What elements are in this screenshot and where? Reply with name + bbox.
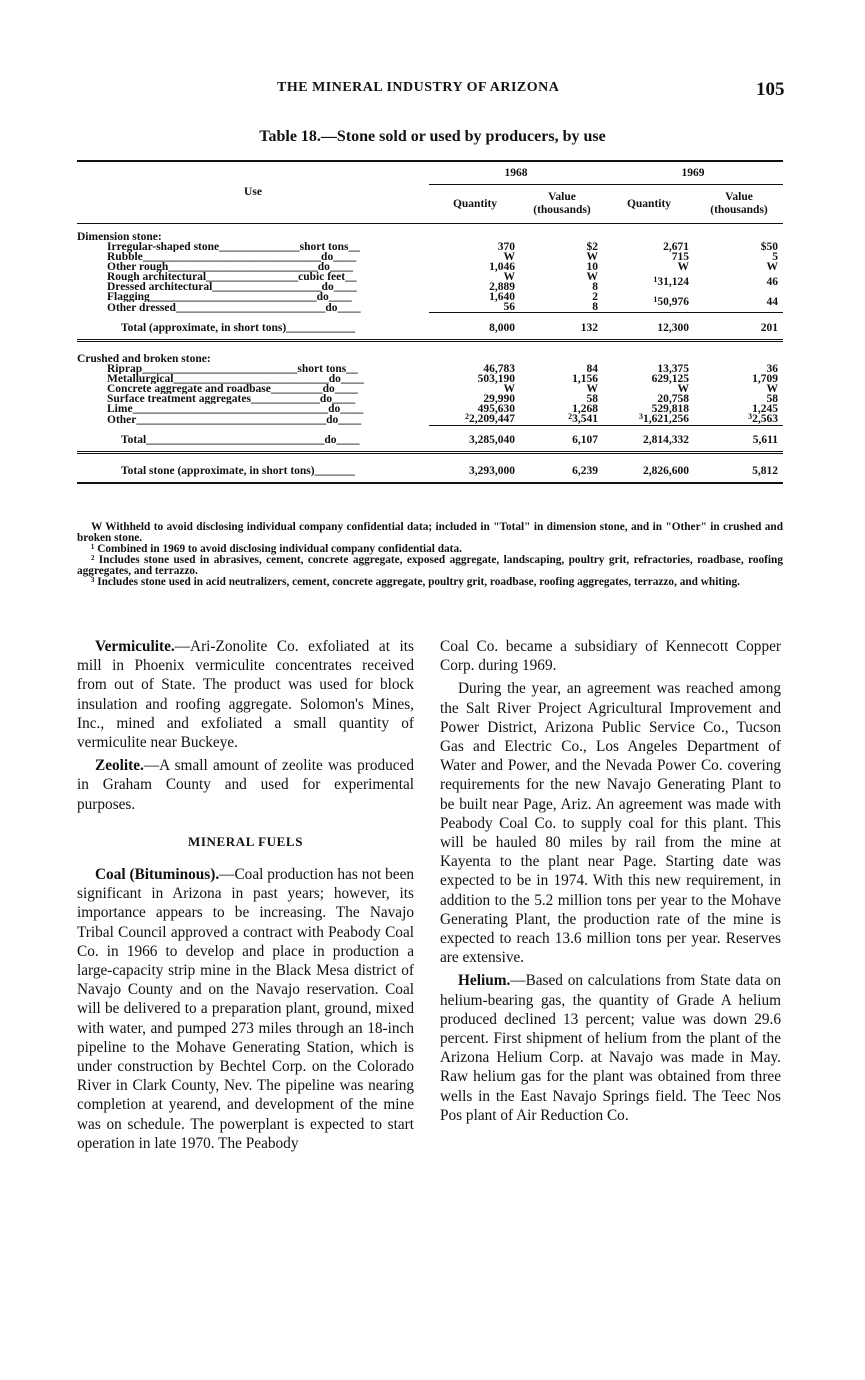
cell-qty-1969: W xyxy=(677,382,689,395)
row-unit: do xyxy=(317,262,330,272)
zeolite-text: —A small amount of zeolite was produced in Graham County and used for experimental purposes. xyxy=(77,757,414,813)
vermiculite-title: Vermiculite. xyxy=(95,638,175,655)
footnote-ref: 3 xyxy=(639,411,643,421)
cell-qty-1968: 46,783 xyxy=(483,362,515,375)
cell-qty-1968: W xyxy=(503,271,515,283)
row-label: Total xyxy=(121,434,147,446)
footnote-ref: 3 xyxy=(748,411,753,421)
cell-qty-1968: 503,190 xyxy=(477,372,515,385)
cell-value-1969: 201 xyxy=(695,313,783,341)
header-quantity: Quantity xyxy=(626,197,672,210)
row-label: Rough architectural xyxy=(107,272,207,282)
table-row: Surface treatment aggregates____________do____ 29,990 58 20,758 58 xyxy=(77,394,783,404)
cell-qty-1969: 1,621,256 xyxy=(643,412,689,425)
cell-value-1968: 3,541 xyxy=(572,412,598,425)
header-value: Value (thousands) xyxy=(533,191,591,216)
cell-value-1969: 1,245 xyxy=(752,402,778,415)
cell-qty-1968: 1,640 xyxy=(489,291,515,303)
row-unit: do xyxy=(326,414,339,425)
vermiculite-paragraph xyxy=(77,637,414,752)
helium-paragraph xyxy=(440,971,781,1125)
row-unit: do xyxy=(319,393,333,404)
header-year-1969: 1969 xyxy=(603,161,783,185)
cell-value-1968: 6,107 xyxy=(521,425,603,453)
section-heading: Crushed and broken stone: xyxy=(77,352,211,364)
row-label: Other dressed xyxy=(107,302,176,313)
footnote-ref: 1 xyxy=(653,294,658,304)
cell-qty-1968: 29,990 xyxy=(483,392,515,405)
footnote-ref: 1 xyxy=(653,274,658,284)
cell-qty-1969: 2,671 xyxy=(663,241,689,253)
table-row: Riprap___________________________short tons__ 46,783 84 13,375 36 xyxy=(77,364,783,374)
header-quantity: Quantity xyxy=(452,197,498,210)
table-row: Lime__________________________________do____ 495,630 1,268 529,818 1,245 xyxy=(77,404,783,414)
cell-value-1969: 58 xyxy=(766,392,778,405)
table-row: Irregular-shaped stone______________short tons__ 370 $2 2,671 $50 xyxy=(77,242,783,252)
cell-qty-1968: 2,209,447 xyxy=(469,412,515,425)
cell-value-1968: W xyxy=(586,271,598,283)
footnote-1: ¹ Combined in 1969 to avoid disclosing individual company confidential data. xyxy=(91,543,462,555)
cell-qty-1968: 3,285,040 xyxy=(429,425,521,453)
coal-continued: Coal Co. became a subsidiary of Kennecott Copper Corp. during 1969. xyxy=(440,638,781,675)
page-number: 105 xyxy=(756,79,785,100)
table-row: Rubble_______________________________do____ W W 715 5 xyxy=(77,252,783,262)
cell-qty-1969: 20,758 xyxy=(657,392,689,405)
cell-qty-1969: 31,124 xyxy=(657,275,689,288)
row-unit: do xyxy=(316,292,329,302)
vermiculite-text: —Ari-Zonolite Co. exfoliated at its mill in Phoenix vermiculite concentrates received from out of State. The product was used for block insulation and roofing aggregate. Solomon's Mines, Inc., mined and exfoliated a small quantity of vermiculite near Buckeye. xyxy=(77,638,414,752)
cell-value-1968: 84 xyxy=(586,362,598,375)
row-unit: do xyxy=(325,302,338,313)
cell-value-1968: $2 xyxy=(586,241,598,253)
cell-value-1968: 1,156 xyxy=(572,372,598,385)
cell-qty-1969: 629,125 xyxy=(651,372,689,385)
cell-qty-1968: 2,889 xyxy=(489,281,515,293)
right-column xyxy=(440,637,781,1129)
cell-value-1969: 44 xyxy=(766,296,778,308)
row-unit: short tons xyxy=(299,242,349,252)
cell-qty-1969: 12,300 xyxy=(603,313,695,341)
footnote-2: ² Includes stone used in abrasives, cement, concrete aggregate, exposed aggregate, landscaping, poultry grit, refractories, roadbase, roofing aggregates, and terrazzo. xyxy=(77,554,783,577)
cell-value-1968: W xyxy=(586,382,598,395)
row-label: Surface treatment aggregates xyxy=(107,393,251,404)
stone-table xyxy=(77,160,783,484)
table-row: Other rough__________________________do____ 1,046 10 W W xyxy=(77,262,783,272)
row-unit: do xyxy=(324,434,337,446)
table-footnotes xyxy=(77,522,783,588)
cell-qty-1968: 370 xyxy=(497,241,515,253)
row-unit: do xyxy=(321,252,334,262)
cell-value-1968: 6,239 xyxy=(572,465,598,477)
table-title: Table 18.—Stone sold or used by producers, by use xyxy=(259,128,606,145)
table-row: Flagging_____________________________do____ 1,640 2 $^1$50,976 44 xyxy=(77,292,783,302)
header-year-1968: 1968 xyxy=(429,161,603,185)
cell-value-1969: W xyxy=(766,382,778,395)
cell-value-1968: 10 xyxy=(586,261,598,273)
cell-value-1969: 5,611 xyxy=(695,425,783,453)
header-use: Use xyxy=(244,186,262,198)
cell-qty-1968: W xyxy=(503,251,515,263)
cell-value-1969: 36 xyxy=(766,362,778,375)
footnote-ref: 2 xyxy=(568,411,573,421)
row-label: Riprap xyxy=(107,363,143,374)
row-label: Other rough xyxy=(107,262,169,272)
cell-value-1968: 132 xyxy=(521,313,603,341)
row-unit: cubic feet xyxy=(298,272,346,282)
helium-title: Helium. xyxy=(458,972,511,990)
cell-qty-1969: 715 xyxy=(671,251,689,263)
cell-qty-1968: 3,293,000 xyxy=(469,465,515,477)
cell-value-1969: 1,709 xyxy=(752,372,778,385)
row-label: Total stone (approximate, in short tons) xyxy=(121,465,315,477)
zeolite-paragraph xyxy=(77,756,414,814)
cell-value-1969: W xyxy=(766,261,778,273)
cell-value-1969: 5 xyxy=(772,251,778,263)
cell-value-1968: 2 xyxy=(592,291,598,303)
row-label: Irregular-shaped stone xyxy=(107,242,220,252)
cell-qty-1969: 2,826,600 xyxy=(643,465,689,477)
cell-qty-1969: 529,818 xyxy=(651,402,689,415)
section-heading-mineral-fuels: MINERAL FUELS xyxy=(187,833,304,849)
table-row: Other dressed__________________________do____ 56 8 xyxy=(77,302,783,313)
cell-value-1968: 8 xyxy=(592,281,598,293)
cell-value-1969: $50 xyxy=(760,241,778,253)
table-row-total: Total (approximate, in short tons)____________ 8,000 132 12,300 201 xyxy=(77,313,783,341)
cell-value-1968: 58 xyxy=(586,392,598,405)
row-label: Metallurgical xyxy=(107,373,174,384)
row-label: Flagging xyxy=(107,292,150,302)
table-row: Rough architectural________________cubic feet__ W W $^1$31,124 46 xyxy=(77,272,783,282)
table-row-total: Total_______________________________do____ 3,285,040 6,107 2,814,332 5,611 xyxy=(77,425,783,453)
table-row: Metallurgical___________________________do____ 503,190 1,156 629,125 1,709 xyxy=(77,374,783,384)
row-label: Rubble xyxy=(107,252,143,262)
row-unit: do xyxy=(328,403,341,414)
row-unit: do xyxy=(322,383,335,394)
row-unit: short tons xyxy=(297,363,347,374)
footnote-3: ³ Includes stone used in acid neutralizers, cement, concrete aggregate, poultry grit, roadbase, roofing aggregates, terrazzo, and whiting. xyxy=(91,576,741,588)
cell-value-1969: 46 xyxy=(766,276,778,288)
running-head: THE MINERAL INDUSTRY OF ARIZONA xyxy=(277,80,560,95)
cell-value-1968: W xyxy=(586,251,598,263)
table-row: Concrete aggregate and roadbase_________do____ W W W W xyxy=(77,384,783,394)
table-row: Dressed architectural___________________do____ 2,889 8 xyxy=(77,282,783,292)
coal-text: —Coal production has not been significant in Arizona in past years; however, its importance appears to be increasing. The Navajo Tribal Council approved a contract with Peabody Coal Co. in 1966 to develop and place in production a large-capacity strip mine in the Black Mesa district of Navajo County and on the Navajo reservation. Coal will be delivered to a preparation plant, ground, mixed with water, and pumped 273 miles through an 18-inch pipeline to the Mohave Generating Station, which is under construction by Bechtel Corp. on the Colorado River in Clark County, Nev. The pipeline was nearing completion at yearend, and development of the mine was on schedule. The powerplant is expected to start operation in late 1970. The Peabody xyxy=(77,866,415,1152)
cell-value-1969: 2,563 xyxy=(752,412,778,425)
section-heading: Dimension stone: xyxy=(77,231,162,242)
cell-qty-1968: 56 xyxy=(503,301,515,313)
cell-qty-1968: W xyxy=(503,382,515,395)
cell-value-1968: 8 xyxy=(592,301,598,313)
cell-qty-1969: 2,814,332 xyxy=(603,425,695,453)
left-column xyxy=(77,637,414,1157)
agreement-paragraph: During the year, an agreement was reached among the Salt River Project Agricultural Improvement and Power District, Arizona Public Service Co., Tucson Gas and Electric Co., Los Angeles Department of Water and Power, and the Nevada Power Co. covering requirements for the new Navajo Generating Plant to be built near Page, Ariz. An agreement was made with Peabody Coal Co. to supply coal for this plant. This will be hauled 80 miles by rail from the mine at Kayenta to the plant near Page. Starting date was expected to be in 1974. With this new requirement, in addition to the 5.2 million tons per year to the Mohave Generating Plant, the production rate of the mine is expected to reach 13.6 million tons per year. Reserves are extensive. xyxy=(440,680,781,967)
row-label: Concrete aggregate and roadbase xyxy=(107,383,271,394)
row-unit: do xyxy=(321,282,334,292)
cell-qty-1969: W xyxy=(677,261,689,273)
helium-text: —Based on calculations from State data on helium-bearing gas, the quantity of Grade A helium produced declined 13 percent; value was down 29.6 percent. First shipment of helium from the plant of the Arizona Helium Corp. at Navajo was made in May. Raw helium gas for the plant was obtained from three wells in the East Navajo Springs field. The Teec Nos Pos plant of Air Reduction Co. xyxy=(440,972,781,1124)
cell-qty-1968: 495,630 xyxy=(477,402,515,415)
cell-qty-1969: 13,375 xyxy=(657,362,689,375)
cell-qty-1969: 50,976 xyxy=(657,295,689,308)
zeolite-title: Zeolite. xyxy=(95,757,144,775)
footnote-w: W Withheld to avoid disclosing individual company confidential data; included in "Total" in dimension stone, and in "Other" in crushed and broken stone. xyxy=(77,521,783,544)
row-unit: do xyxy=(328,373,341,384)
coal-paragraph xyxy=(77,865,414,1153)
row-label: Other xyxy=(107,414,137,425)
cell-value-1968: 1,268 xyxy=(572,402,598,415)
cell-qty-1968: 1,046 xyxy=(489,261,515,273)
coal-title: Coal (Bituminous). xyxy=(95,866,220,884)
table-row: Other_________________________________do____ $^2$2,209,447 $^2$3,541 $^3$1,621,256 $^3$2,563 xyxy=(107,411,778,425)
row-label: Dressed architectural xyxy=(107,282,213,292)
row-label: Total (approximate, in short tons) xyxy=(121,321,287,334)
table-row-grand-total: Total stone (approximate, in short tons)_______ 3,293,000 6,239 2,826,600 5,812 xyxy=(77,453,783,484)
cell-value-1969: 5,812 xyxy=(752,465,778,477)
footnote-ref: 2 xyxy=(465,411,469,421)
header-value: Value (thousands) xyxy=(710,191,768,216)
row-label: Lime xyxy=(107,403,133,414)
cell-qty-1968: 8,000 xyxy=(429,313,521,341)
